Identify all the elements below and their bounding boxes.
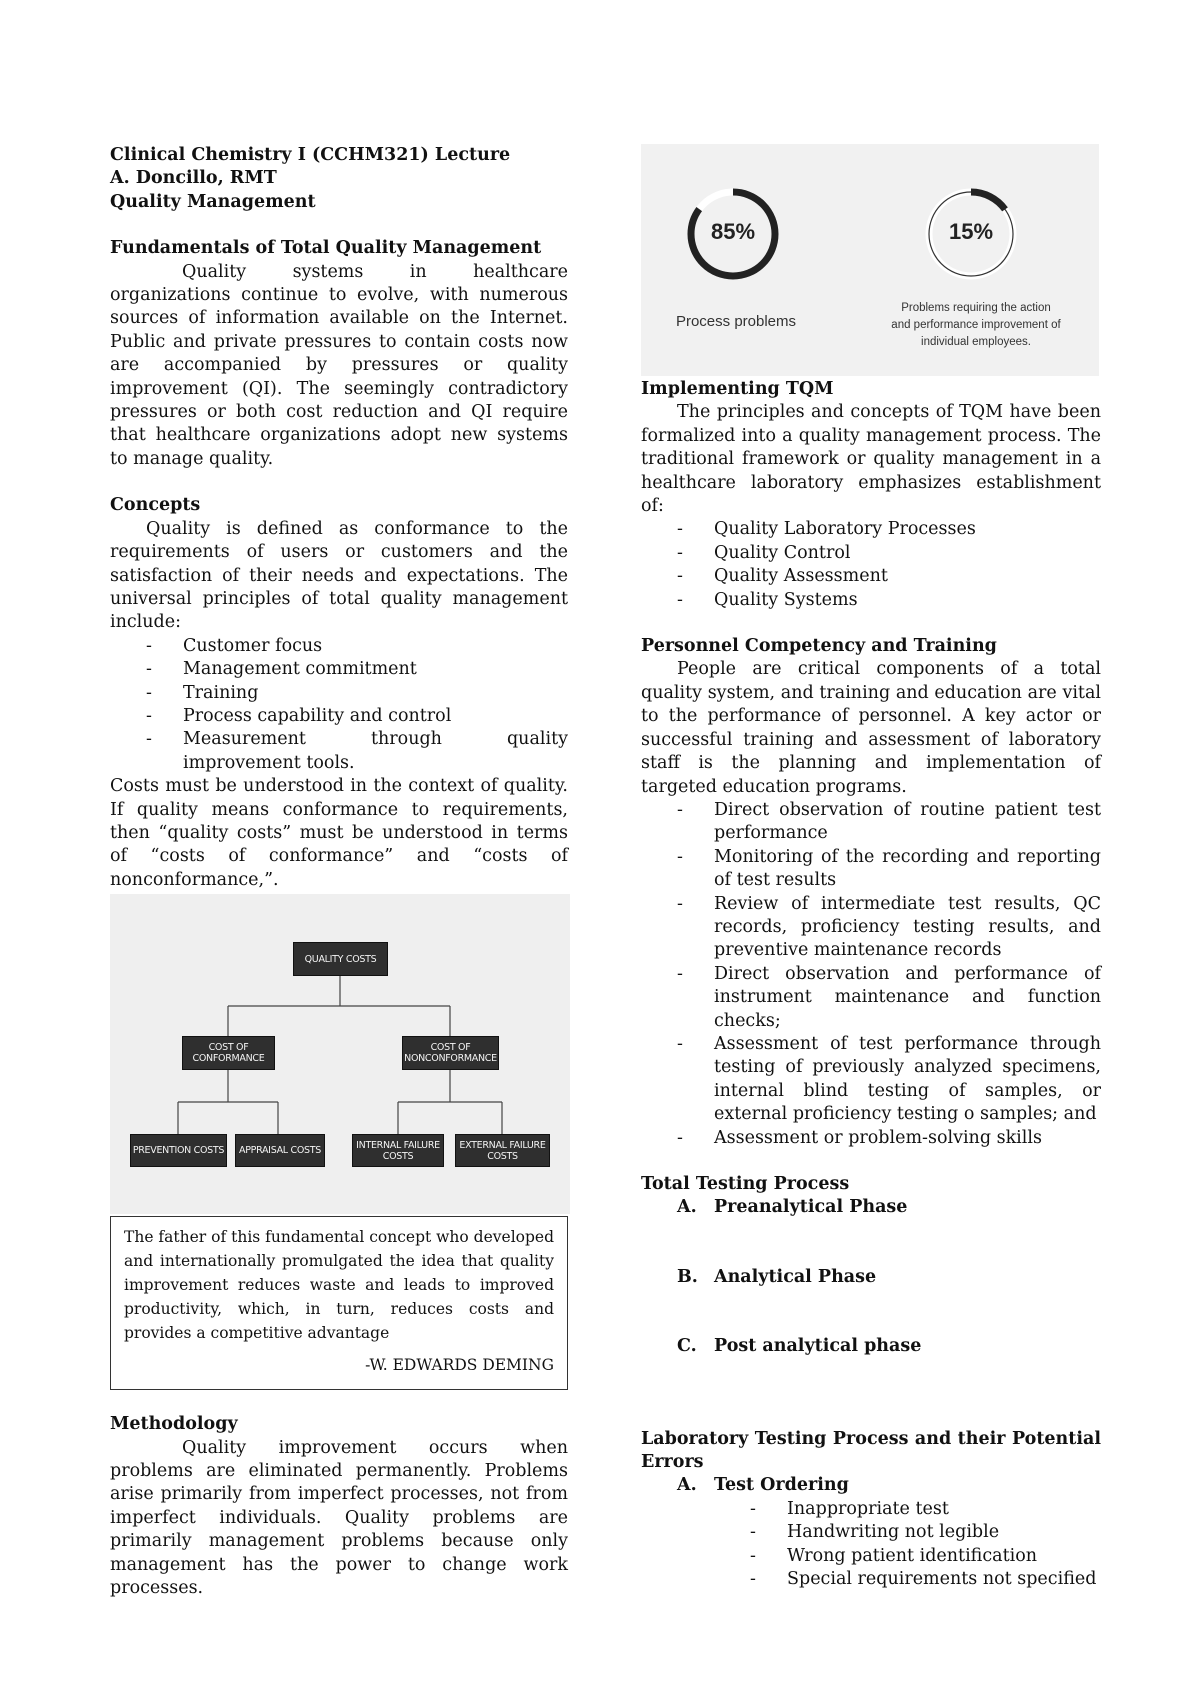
fundamentals-paragraph: Quality systems in healthcare organizations continue to evolve, with numerous sources of information available on the Internet. Public and private pressures to contain costs now are accompanied by pressures or quality improvement (QI). The seemingly contradictory pressures or both cost reduction and QI require that healthcare organizations adopt new systems to manage quality. <box>110 261 568 469</box>
list-item: - Process capability and control <box>110 705 568 728</box>
list-item: - Direct observation and performance of instrument maintenance and function checks; <box>641 963 1101 1033</box>
tqm-principles-list <box>110 635 568 775</box>
phase-label: Post analytical phase <box>714 1336 922 1357</box>
internal-failure-costs-node: INTERNAL FAILURE COSTS <box>352 1134 444 1167</box>
deming-quote-box <box>110 1216 568 1390</box>
list-item: - Inappropriate test <box>641 1498 1101 1521</box>
methodology-paragraph: Quality improvement occurs when problems are eliminated permanently. Problems arise primarily from imperfect processes, not from imperfect individuals. Quality problems are primarily management problems because only management has the power to change work processes. <box>110 1437 568 1599</box>
ttp-heading: Total Testing Process <box>641 1174 850 1194</box>
list-item: - Customer focus <box>110 635 568 658</box>
prevention-costs-node: PREVENTION COSTS <box>130 1134 227 1167</box>
list-item: - Training <box>110 682 568 705</box>
costs-paragraph: Costs must be understood in the context of quality. If quality means conformance to requirements, then “quality costs” must be understood in terms of “costs of conformance” and “costs of nonconformance,”. <box>110 776 568 890</box>
test-ordering-errors-list <box>641 1498 1101 1592</box>
topic-title: Quality Management <box>110 191 316 212</box>
phase-letter: A. <box>677 1197 697 1218</box>
cost-of-conformance-node: COST OF CONFORMANCE <box>182 1036 275 1070</box>
list-item <box>641 1196 1101 1219</box>
lab-errors-list <box>641 1474 1101 1497</box>
problems-donut-chart <box>641 144 1099 376</box>
list-item: - Handwriting not legible <box>641 1521 1101 1544</box>
fundamentals-heading: Fundamentals of Total Quality Management <box>110 238 542 259</box>
right-column <box>641 144 1101 1591</box>
list-item: - Wrong patient identification <box>641 1545 1101 1568</box>
cost-of-nonconformance-node: COST OF NONCONFORMANCE <box>402 1036 499 1070</box>
list-item <box>641 1266 1101 1289</box>
individual-percent-label: 15% <box>948 219 994 244</box>
concepts-paragraph: Quality is defined as conformance to the requirements of users or customers and the satisfaction of their needs and expectations. The universal principles of total quality management include: <box>110 518 568 633</box>
phase-label: Test Ordering <box>714 1475 849 1496</box>
phase-letter: B. <box>677 1266 698 1287</box>
implementing-paragraph: The principles and concepts of TQM have been formalized into a quality management process. The traditional framework or quality management in a healthcare laboratory emphasizes establishment of: <box>641 402 1101 517</box>
phase-letter: C. <box>677 1336 697 1357</box>
instructor-name: A. Doncillo, RMT <box>110 168 277 189</box>
quality-costs-chart <box>110 894 570 1214</box>
list-item: - Assessment of test performance through testing of previously analyzed specimens, internal blind testing of samples, or external proficiency testing o samples; and <box>641 1033 1101 1127</box>
methodology-heading: Methodology <box>110 1414 238 1435</box>
individual-problems-label: Problems requiring the action and performance improvement of individual employees. <box>891 302 1061 348</box>
phase-label: Analytical Phase <box>714 1266 877 1287</box>
process-problems-label: Process problems <box>675 313 797 330</box>
list-item: - Assessment or problem-solving skills <box>641 1127 1101 1150</box>
implementing-heading: Implementing TQM <box>641 379 834 399</box>
list-item: - Measurement through quality improvement tools. <box>110 728 568 775</box>
list-item: - Direct observation of routine patient test performance <box>641 799 1101 846</box>
concepts-heading: Concepts <box>110 495 201 516</box>
quote-attribution: -W. EDWARDS DEMING <box>365 1356 554 1375</box>
list-item <box>641 1335 1101 1358</box>
appraisal-costs-node: APPRAISAL COSTS <box>235 1134 325 1167</box>
phase-label: Preanalytical Phase <box>714 1197 908 1218</box>
list-item: - Review of intermediate test results, QC records, proficiency testing results, and preventive maintenance records <box>641 893 1101 963</box>
list-item: - Quality Systems <box>641 589 1101 612</box>
personnel-heading: Personnel Competency and Training <box>641 636 997 657</box>
phase-letter: A. <box>677 1475 697 1496</box>
ttp-phase-list <box>641 1196 1101 1358</box>
personnel-paragraph: People are critical components of a total quality system, and training and education are vital to the performance of personnel. A key actor or successful training and assessment of laboratory staff is the planning and implementation of targeted education programs. <box>641 659 1101 797</box>
list-item: - Monitoring of the recording and reporting of test results <box>641 846 1101 893</box>
list-item: - Management commitment <box>110 658 568 681</box>
quote-text: The father of this fundamental concept who developed and internationally promulgated the idea that quality improvement reduces waste and leads to improved productivity, which, in turn, reduces costs and provides a competitive advantage <box>124 1228 555 1343</box>
left-column <box>110 144 568 1600</box>
list-item: - Quality Laboratory Processes <box>641 518 1101 541</box>
quality-costs-node: QUALITY COSTS <box>293 942 388 976</box>
course-title: Clinical Chemistry I (CCHM321) Lecture <box>110 145 511 165</box>
list-item: - Quality Assessment <box>641 565 1101 588</box>
list-item: - Special requirements not specified <box>641 1568 1101 1591</box>
quality-framework-list <box>641 518 1101 612</box>
competency-list <box>641 799 1101 1150</box>
list-item: - Quality Control <box>641 542 1101 565</box>
list-item <box>641 1474 1101 1497</box>
lab-errors-heading: Laboratory Testing Process and their Potential Errors <box>641 1428 1101 1473</box>
process-percent-label: 85% <box>710 219 756 244</box>
external-failure-costs-node: EXTERNAL FAILURE COSTS <box>455 1134 550 1167</box>
